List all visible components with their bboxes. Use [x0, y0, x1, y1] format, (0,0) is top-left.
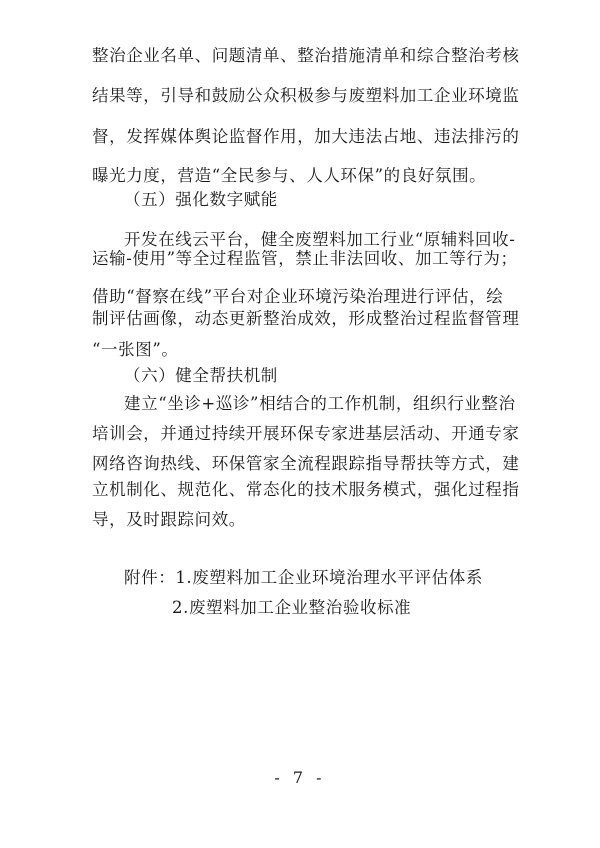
paragraph-line: 开发在线云平台，健全废塑料加工行业“原辅料回收-: [124, 230, 516, 249]
paragraph-line: 曝光力度，营造“全民参与、人人环保”的良好氛围。: [92, 166, 487, 185]
paragraph-line: 导，及时跟踪问效。: [92, 510, 246, 529]
paragraph-line: 借助“督察在线”平台对企业环境污染治理进行评估，绘: [92, 287, 504, 306]
paragraph-line: 网络咨询热线、环保管家全流程跟踪指导帮扶等方式，建: [92, 454, 520, 473]
page-number: - 7 -: [274, 768, 326, 787]
attachment-list: [124, 568, 483, 588]
section-heading-6: （六）健全帮扶机制: [124, 366, 278, 385]
paragraph-line: 建立“坐诊+巡诊”相结合的工作机制，组织行业整治: [124, 394, 516, 413]
paragraph-line: “一张图”。: [92, 340, 179, 359]
attachment-item-1: 1.废塑料加工企业环境治理水平评估体系: [175, 568, 483, 587]
section-heading-5: （五）强化数字赋能: [124, 190, 278, 209]
paragraph-line: 立机制化、规范化、常态化的技术服务模式，强化过程指: [92, 480, 520, 499]
paragraph-line: 整治企业名单、问题清单、整治措施清单和综合整治考核: [92, 46, 520, 65]
attachment-label: 附件：: [124, 568, 176, 587]
paragraph-line: 培训会，并通过持续开展环保专家进基层活动、开通专家: [92, 424, 520, 443]
paragraph-line: 督，发挥媒体舆论监督作用，加大违法占地、违法排污的: [92, 127, 520, 146]
paragraph-line: 制评估画像，动态更新整治成效，形成整治过程监督管理: [92, 309, 520, 328]
paragraph-line: 运输-使用”等全过程监管，禁止非法回收、加工等行为；: [92, 249, 518, 268]
paragraph-line: 结果等，引导和鼓励公众积极参与废塑料加工企业环境监: [92, 86, 520, 105]
attachment-item-2: 2.废塑料加工企业整治验收标准: [172, 598, 412, 617]
